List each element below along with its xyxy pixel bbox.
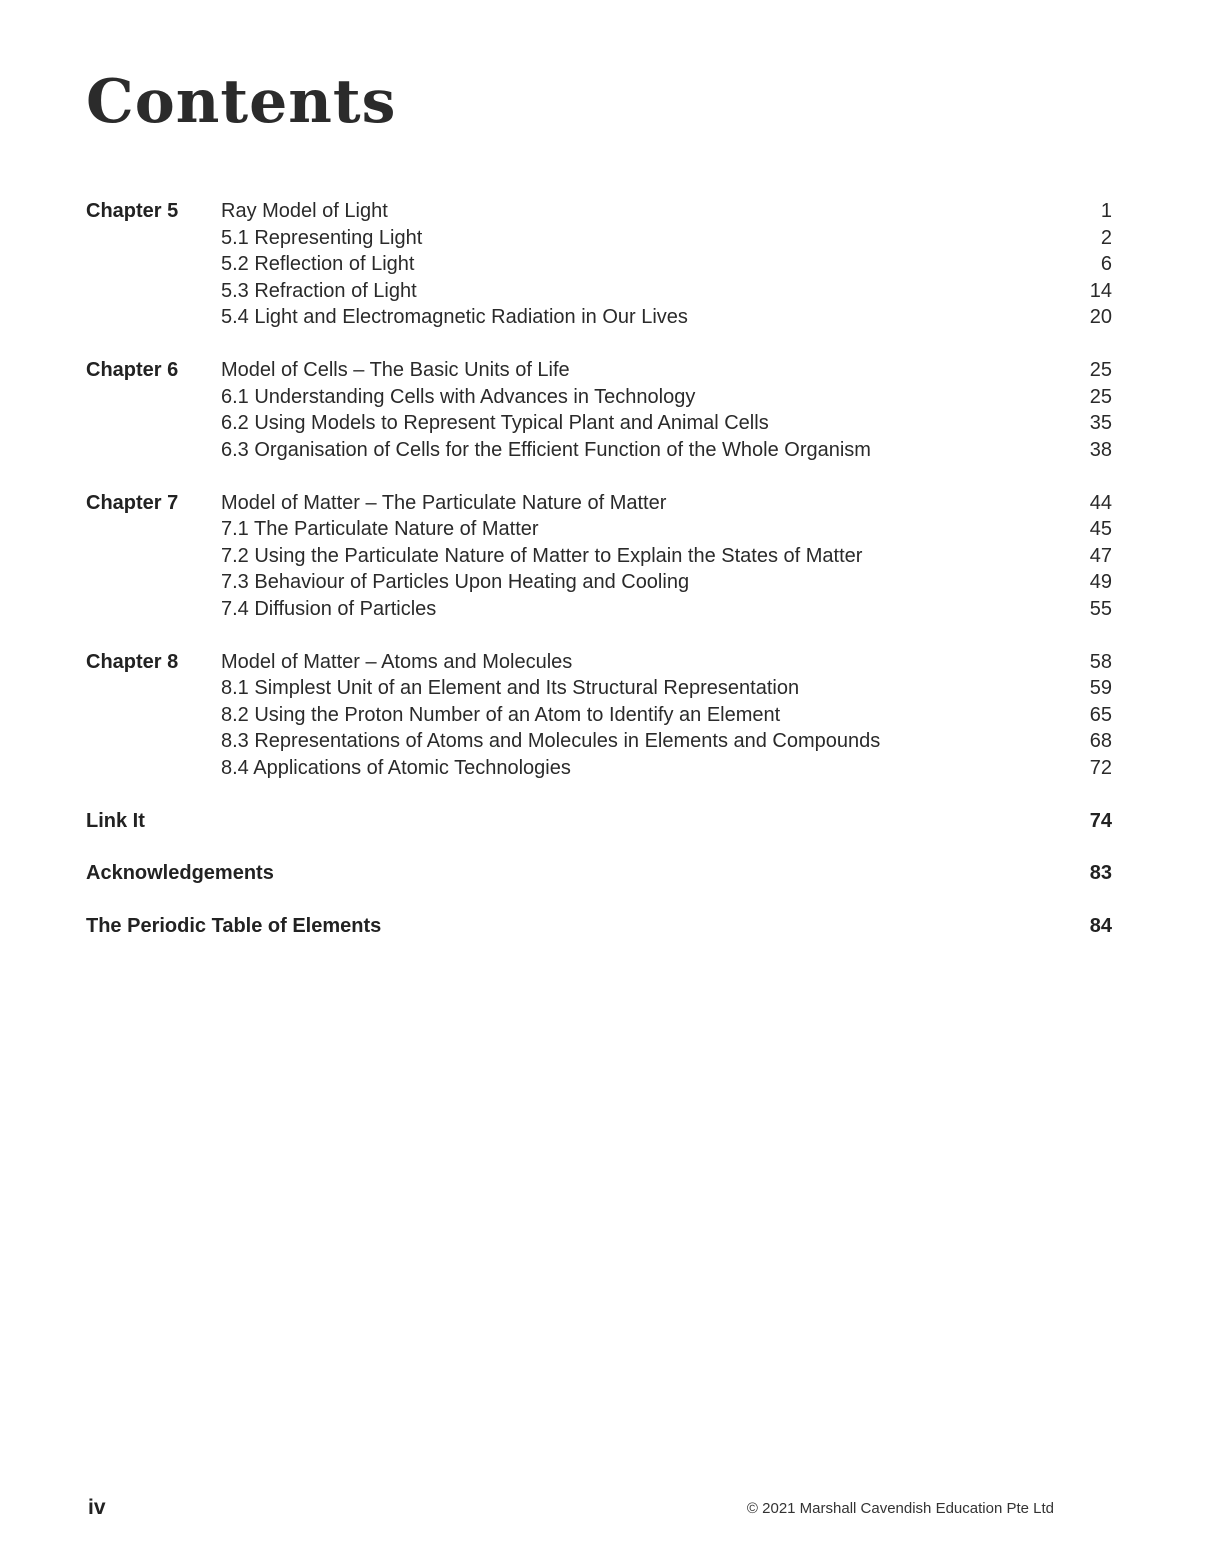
backmatter-page: 74 <box>1089 809 1112 832</box>
toc-entry[interactable] <box>221 728 1112 755</box>
entry-title: 8.3 Representations of Atoms and Molecules in Elements and Compounds <box>221 730 881 752</box>
page-title: Contents <box>86 67 397 137</box>
toc-entry[interactable] <box>221 198 1112 225</box>
entry-page: 59 <box>1089 677 1112 699</box>
toc-entry[interactable] <box>221 384 1112 411</box>
chapter-label: Chapter 6 <box>86 359 179 381</box>
entry-page: 58 <box>1089 650 1112 673</box>
toc-entry[interactable] <box>221 357 1112 384</box>
chapter-entries <box>221 649 1112 782</box>
chapter-entries <box>221 357 1112 463</box>
toc-entry[interactable] <box>221 755 1112 782</box>
toc-entry[interactable] <box>221 490 1112 517</box>
toc-entry[interactable] <box>221 251 1112 278</box>
entry-title: Model of Matter – Atoms and Molecules <box>221 650 573 673</box>
entry-title: 5.2 Reflection of Light <box>221 253 415 275</box>
backmatter-page: 84 <box>1089 914 1112 937</box>
chapter-entries <box>221 490 1112 623</box>
entry-title: 5.4 Light and Electromagnetic Radiation in Our Lives <box>221 306 688 328</box>
entry-title: 5.3 Refraction of Light <box>221 279 417 302</box>
entry-title: 6.2 Using Models to Represent Typical Plant and Animal Cells <box>221 412 769 434</box>
entry-page: 72 <box>1089 756 1112 779</box>
chapter-5-section <box>86 198 1112 331</box>
toc-entry[interactable] <box>221 516 1112 543</box>
entry-page: 14 <box>1089 279 1112 302</box>
toc-entry[interactable] <box>221 304 1112 331</box>
chapter-entries <box>221 198 1112 331</box>
entry-title: 5.1 Representing Light <box>221 226 423 249</box>
backmatter-acknowledgements[interactable] <box>86 860 1112 887</box>
backmatter-title: Acknowledgements <box>86 862 274 884</box>
entry-page: 6 <box>1100 253 1112 275</box>
entry-page: 35 <box>1089 412 1112 434</box>
entry-page: 55 <box>1089 597 1112 620</box>
backmatter-link-it[interactable] <box>86 808 1112 835</box>
entry-page: 44 <box>1089 491 1112 514</box>
toc-entry[interactable] <box>221 543 1112 570</box>
chapter-label: Chapter 7 <box>86 491 179 514</box>
entry-title: 7.1 The Particulate Nature of Matter <box>221 518 539 540</box>
backmatter-page: 83 <box>1089 862 1112 884</box>
entry-page: 68 <box>1089 730 1112 752</box>
entry-title: Model of Cells – The Basic Units of Life <box>221 359 570 381</box>
entry-page: 38 <box>1089 438 1112 461</box>
entry-title: Ray Model of Light <box>221 200 388 222</box>
chapter-8-section <box>86 649 1112 782</box>
entry-page: 45 <box>1089 518 1112 540</box>
backmatter-title: The Periodic Table of Elements <box>86 914 382 937</box>
entry-title: 8.2 Using the Proton Number of an Atom to Identify an Element <box>221 703 781 726</box>
footer-copyright: © 2021 Marshall Cavendish Education Pte Ltd <box>746 1500 1054 1517</box>
chapter-7-section <box>86 490 1112 623</box>
entry-page: 49 <box>1089 571 1112 593</box>
entry-page: 25 <box>1089 385 1112 408</box>
chapter-label: Chapter 8 <box>86 650 179 673</box>
entry-page: 47 <box>1089 544 1112 567</box>
entry-title: 6.1 Understanding Cells with Advances in Technology <box>221 385 696 408</box>
toc-entry[interactable] <box>221 649 1112 676</box>
toc-entry[interactable] <box>221 410 1112 437</box>
toc-entry[interactable] <box>221 278 1112 305</box>
chapter-label: Chapter 5 <box>86 200 179 222</box>
toc-entry[interactable] <box>221 437 1112 464</box>
toc-entry[interactable] <box>221 675 1112 702</box>
toc-entry[interactable] <box>221 596 1112 623</box>
chapter-6-section <box>86 357 1112 463</box>
entry-title: 7.4 Diffusion of Particles <box>221 597 437 620</box>
entry-page: 1 <box>1100 200 1112 222</box>
entry-title: 8.1 Simplest Unit of an Element and Its Structural Representation <box>221 677 800 699</box>
toc-entry[interactable] <box>221 225 1112 252</box>
toc-entry[interactable] <box>221 702 1112 729</box>
toc-entry[interactable] <box>221 569 1112 596</box>
entry-page: 25 <box>1089 359 1112 381</box>
entry-title: 7.3 Behaviour of Particles Upon Heating and Cooling <box>221 571 690 593</box>
backmatter-periodic-table[interactable] <box>86 913 1112 940</box>
entry-page: 65 <box>1089 703 1112 726</box>
entry-page: 2 <box>1100 226 1112 249</box>
entry-title: Model of Matter – The Particulate Nature of Matter <box>221 491 667 514</box>
table-of-contents <box>86 198 1112 965</box>
entry-title: 7.2 Using the Particulate Nature of Matter to Explain the States of Matter <box>221 544 863 567</box>
entry-page: 20 <box>1089 306 1112 328</box>
entry-title: 8.4 Applications of Atomic Technologies <box>221 756 571 779</box>
backmatter-title: Link It <box>86 809 145 832</box>
footer-page-number: iv <box>88 1496 106 1519</box>
entry-title: 6.3 Organisation of Cells for the Efficient Function of the Whole Organism <box>221 438 871 461</box>
